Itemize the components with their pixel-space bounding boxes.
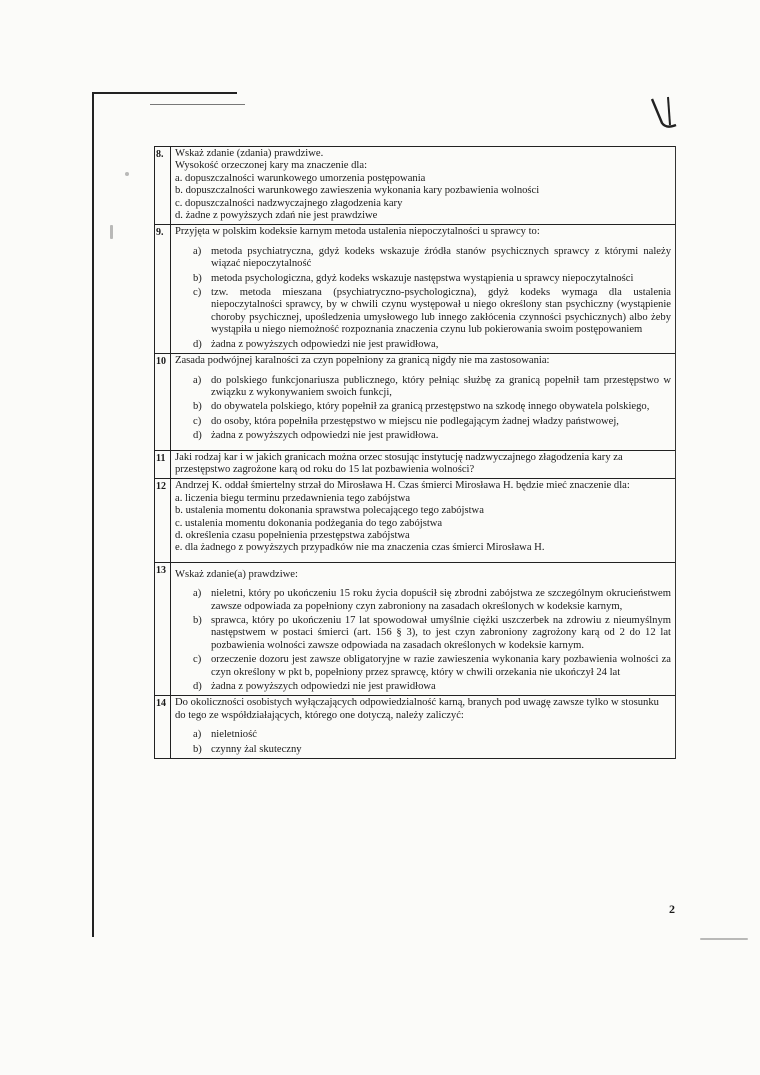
answer-option: c) orzeczenie dozoru jest zawsze obligatoryjne w razie zawieszenia wykonania kary pozbawienia wolności za czyn określony w pkt b, popełniony przez sprawcę, który w chwili orzekania nie ukończył 24 lat	[193, 654, 671, 678]
question-10	[155, 353, 675, 449]
answer-option: a. dopuszczalności warunkowego umorzenia postępowania	[175, 172, 426, 184]
answer-option: b. dopuszczalności warunkowego zawieszenia wykonania kary pozbawienia wolności	[175, 185, 540, 197]
question-number: 12	[155, 479, 171, 561]
answer-option: c. ustalenia momentu dokonania podżegania do tego zabójstwa	[175, 517, 443, 529]
questions-table	[154, 146, 676, 759]
question-text: Wskaż zdanie(a) prawdziwe:	[175, 568, 298, 580]
answer-option: d) żadna z powyższych odpowiedzi nie jest prawidłowa	[193, 681, 436, 693]
answer-option: b) do obywatela polskiego, który popełnił za granicą przestępstwo na szkodę innego obywatela polskiego,	[193, 401, 650, 413]
question-text: Zasada podwójnej karalności za czyn popełniony za granicą nigdy nie ma zastosowania:	[175, 355, 550, 367]
answer-option: d. określenia czasu popełnienia przestępstwa zabójstwa	[175, 529, 410, 541]
question-number: 9.	[155, 225, 171, 353]
answer-option: b) sprawca, który po ukończeniu 17 lat spowodował umyślnie ciężki uszczerbek na zdrowiu z nieumyślnym następstwem w postaci śmierci (art. 156 § 3), to jest czyn zabroniony zagrożony karą od 2 do 12 lat pozbawienia wolności zawsze odpowiada na zasadach określonych w kodeksie karnym.	[193, 615, 671, 651]
question-number: 10	[155, 354, 171, 449]
scan-edge-left	[92, 92, 94, 937]
answer-option: c. dopuszczalności nadzwyczajnego złagodzenia kary	[175, 197, 403, 209]
answer-option: b) metoda psychologiczna, gdyż kodeks wskazuje następstwa wystąpienia u sprawcy niepoczytalności	[193, 272, 634, 284]
answer-option: a) nieletniość	[193, 729, 257, 741]
answer-option: a. liczenia biegu terminu przedawnienia tego zabójstwa	[175, 492, 411, 504]
question-number: 14	[155, 696, 171, 758]
question-text: Do okoliczności osobistych wyłączających odpowiedzialność karną, branych pod uwagę zawsze tylko w stosunku do tego ze współdziałających, którego one dotyczą, należy zaliczyć:	[175, 697, 659, 721]
question-8	[155, 146, 675, 224]
scan-speck	[125, 172, 129, 176]
question-9	[155, 224, 675, 353]
question-text: Przyjęta w polskim kodeksie karnym metoda ustalenia niepoczytalności u sprawcy to:	[175, 226, 540, 238]
answer-option: a) metoda psychiatryczna, gdyż kodeks wskazuje źródła stanów psychicznych sprawcy z którymi należy wiązać niepoczytalność	[193, 245, 671, 270]
question-text: Jaki rodzaj kar i w jakich granicach można orzec stosując instytucję nadzwyczajnego złagodzenia kary za przestępstwo zagrożone karą od roku do 15 lat pozbawienia wolności?	[175, 451, 623, 475]
question-number: 11	[155, 451, 171, 479]
answer-option: d. żadne z powyższych zdań nie jest prawdziwe	[175, 210, 378, 222]
question-14	[155, 695, 675, 759]
question-subtext: Wysokość orzeczonej kary ma znaczenie dla:	[175, 160, 368, 172]
answer-option: a) nieletni, który po ukończeniu 15 roku życia dopuścił się zbrodni zabójstwa ze szczególnym okrucieństwem zawsze odpowiada za popełniony czyn zabroniony na zasadach określonych w kodeksie karnym,	[193, 588, 671, 612]
question-13	[155, 562, 675, 696]
question-text: Andrzej K. oddał śmiertelny strzał do Mirosława H. Czas śmierci Mirosława H. będzie mieć znaczenie dla:	[175, 480, 630, 492]
handwritten-mark-icon	[650, 95, 680, 135]
answer-option: a) do polskiego funkcjonariusza publicznego, który pełniąc służbę za granicą popełnił tam przestępstwo w związku z wykonywaniem swoich funkcji,	[193, 374, 671, 398]
page-number: 2	[669, 902, 675, 916]
scan-rule	[150, 104, 245, 105]
scan-speck	[700, 938, 748, 940]
question-number: 13	[155, 563, 171, 696]
answer-option: b. ustalenia momentu dokonania sprawstwa polecającego tego zabójstwa	[175, 505, 484, 517]
question-12	[155, 478, 675, 561]
answer-option: e. dla żadnego z powyższych przypadków nie ma znaczenia czas śmierci Mirosława H.	[175, 542, 545, 554]
scan-edge-top	[92, 92, 237, 94]
answer-option: c) tzw. metoda mieszana (psychiatryczno-psychologiczna), gdyż kodeks wymaga dla ustalenia niepoczytalności sprawcy, by w chwili czynu występował u niego określony stan psychiczny (wystąpienie choroby psychicznej, upośledzenia umysłowego lub innego zakłócenia czynności psychicznych) albo żeby wystąpiła u niego niemożność rozpoznania znaczenia czynu lub pokierowania swoim postępowaniem	[193, 287, 671, 336]
question-number: 8.	[155, 147, 171, 224]
question-11	[155, 450, 675, 479]
answer-option: d) żadna z powyższych odpowiedzi nie jest prawidłowa.	[193, 430, 439, 442]
answer-option: d) żadna z powyższych odpowiedzi nie jest prawidłowa,	[193, 338, 439, 350]
answer-option: c) do osoby, która popełniła przestępstwo w miejscu nie podlegającym żadnej władzy państwowej,	[193, 415, 619, 427]
question-text: Wskaż zdanie (zdania) prawdziwe.	[175, 148, 324, 159]
scan-speck	[110, 225, 113, 239]
answer-option: b) czynny żal skuteczny	[193, 743, 302, 755]
